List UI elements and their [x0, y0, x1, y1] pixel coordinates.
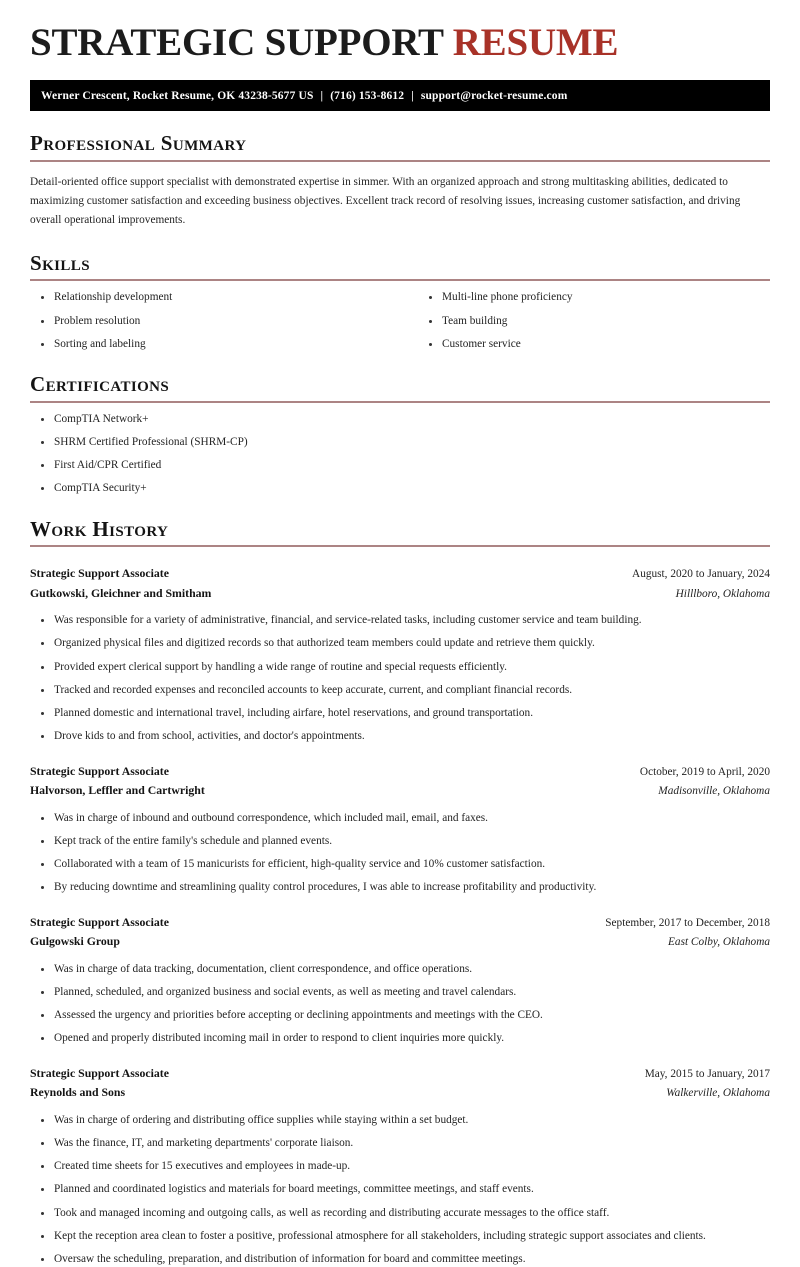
job-employer-row: [30, 932, 770, 952]
page-title: [30, 0, 770, 64]
page-title-main: STRATEGIC SUPPORT: [30, 21, 453, 64]
job-dates: May, 2015 to January, 2017: [644, 1067, 770, 1080]
list-item: By reducing downtime and streamlining quality control procedures, I was able to increase profitability and productivity.: [30, 880, 770, 895]
list-item: Sorting and labeling: [30, 337, 400, 352]
job-employer: Halvorson, Leffler and Cartwright: [30, 783, 205, 798]
job-title-row: [30, 1064, 770, 1084]
section-heading-work-history: Work History: [30, 516, 169, 541]
job-bullets: [30, 613, 770, 745]
job-employer: Gulgowski Group: [30, 934, 120, 949]
list-item: Kept the reception area clean to foster a positive, professional atmosphere for all stakeholders, including strategic support associates and clients.: [30, 1229, 770, 1244]
contact-phone[interactable]: (716) 153-8612: [330, 89, 405, 102]
work-history-entry: [30, 1064, 770, 1267]
skills-column-left: [30, 290, 400, 352]
section-certifications: [30, 373, 770, 497]
section-heading-certifications: Certifications: [30, 372, 170, 397]
job-dates: October, 2019 to April, 2020: [639, 765, 770, 778]
section-heading-skills: Skills: [30, 250, 90, 275]
job-title: Strategic Support Associate: [30, 566, 169, 581]
work-history-entry: [30, 564, 770, 745]
section-professional-summary: [30, 132, 770, 231]
work-history-entry: [30, 913, 770, 1047]
list-item: Organized physical files and digitized records so that authorized team members could update and retrieve them quickly.: [30, 636, 770, 651]
summary-text: Detail-oriented office support specialist with demonstrated expertise in simmer. With an organized approach and strong multitasking abilities, dedicated to maximizing customer satisfaction and exceeding business objectives. Excellent track record of resolving issues, increasing customer satisfaction, and driving overall operational improvements.: [30, 175, 741, 227]
list-item: Was in charge of data tracking, documentation, client correspondence, and office operations.: [30, 962, 770, 977]
page-title-accent: RESUME: [452, 21, 619, 64]
job-bullets: [30, 811, 770, 896]
list-item: Team building: [418, 314, 770, 329]
list-item: Took and managed incoming and outgoing calls, as well as recording and distributing accurate messages to the office staff.: [30, 1206, 770, 1221]
contact-address: Werner Crescent, Rocket Resume, OK 43238-5677 US: [41, 89, 314, 102]
list-item: Tracked and recorded expenses and reconciled accounts to keep accurate, current, and compliant financial records.: [30, 683, 770, 698]
job-location: Hilllboro, Oklahoma: [675, 587, 770, 600]
list-item: Customer service: [418, 337, 770, 352]
section-divider-certifications: [30, 401, 770, 403]
list-item: Was responsible for a variety of administrative, financial, and service-related tasks, including customer service and team building.: [30, 613, 770, 628]
list-item: Opened and properly distributed incoming mail in order to respond to client inquiries more quickly.: [30, 1031, 770, 1046]
list-item: Was in charge of ordering and distributing office supplies while staying within a set budget.: [30, 1113, 770, 1128]
job-title: Strategic Support Associate: [30, 1065, 169, 1080]
job-dates: August, 2020 to January, 2024: [632, 568, 770, 581]
job-title-row: [30, 564, 770, 584]
list-item: Created time sheets for 15 executives and employees in made-up.: [30, 1159, 770, 1174]
job-employer: Reynolds and Sons: [30, 1085, 126, 1100]
job-dates: September, 2017 to December, 2018: [605, 916, 770, 929]
skills-column-right: [400, 290, 770, 352]
job-title-row: [30, 913, 770, 933]
list-item: Drove kids to and from school, activities, and doctor's appointments.: [30, 729, 770, 744]
job-title-row: [30, 762, 770, 782]
job-employer-row: [30, 584, 770, 604]
list-item: SHRM Certified Professional (SHRM-CP): [30, 435, 770, 450]
job-bullets: [30, 1113, 770, 1267]
list-item: Was the finance, IT, and marketing departments' corporate liaison.: [30, 1136, 770, 1151]
job-location: East Colby, Oklahoma: [668, 936, 770, 949]
work-history-entry: [30, 762, 770, 896]
list-item: CompTIA Security+: [30, 481, 770, 496]
section-heading-summary: Professional Summary: [30, 131, 247, 156]
contact-email[interactable]: support@rocket-resume.com: [420, 89, 568, 102]
job-employer-row: [30, 1083, 770, 1103]
list-item: Was in charge of inbound and outbound correspondence, which included mail, email, and faxes.: [30, 811, 770, 826]
skills-list-right: [418, 290, 770, 352]
list-item: Oversaw the scheduling, preparation, and distribution of information for board and committee meetings.: [30, 1252, 770, 1267]
contact-bar: [30, 80, 770, 111]
contact-separator-2: |: [411, 89, 414, 102]
job-location: Walkerville, Oklahoma: [666, 1087, 770, 1100]
list-item: Planned domestic and international travel, including airfare, hotel reservations, and ground transportation.: [30, 706, 770, 721]
section-divider-skills: [30, 279, 770, 281]
list-item: CompTIA Network+: [30, 412, 770, 427]
job-bullets: [30, 962, 770, 1047]
job-location: Madisonville, Oklahoma: [658, 785, 770, 798]
section-work-history: [30, 518, 770, 1267]
list-item: Provided expert clerical support by handling a wide range of routine and special requests efficiently.: [30, 660, 770, 675]
section-skills: [30, 252, 770, 352]
list-item: Relationship development: [30, 290, 400, 305]
job-title: Strategic Support Associate: [30, 763, 169, 778]
section-divider-work-history: [30, 545, 770, 547]
list-item: Multi-line phone proficiency: [418, 290, 770, 305]
list-item: Kept track of the entire family's schedule and planned events.: [30, 834, 770, 849]
contact-separator-1: |: [320, 89, 324, 102]
list-item: Planned and coordinated logistics and materials for board meetings, committee meetings, and staff events.: [30, 1182, 770, 1197]
list-item: Collaborated with a team of 15 manicurists for efficient, high-quality service and 10% customer satisfaction.: [30, 857, 770, 872]
list-item: Assessed the urgency and priorities before accepting or declining appointments and meetings with the CEO.: [30, 1008, 770, 1023]
skills-columns: [30, 290, 770, 352]
job-employer-row: [30, 781, 770, 801]
skills-list-left: [30, 290, 400, 352]
list-item: Planned, scheduled, and organized business and social events, as well as meeting and travel calendars.: [30, 985, 770, 1000]
certifications-list: [30, 412, 770, 497]
section-divider-summary: [30, 160, 770, 162]
list-item: First Aid/CPR Certified: [30, 458, 770, 473]
list-item: Problem resolution: [30, 314, 400, 329]
contact-line: [41, 90, 567, 102]
job-title: Strategic Support Associate: [30, 914, 169, 929]
job-employer: Gutkowski, Gleichner and Smitham: [30, 585, 212, 600]
